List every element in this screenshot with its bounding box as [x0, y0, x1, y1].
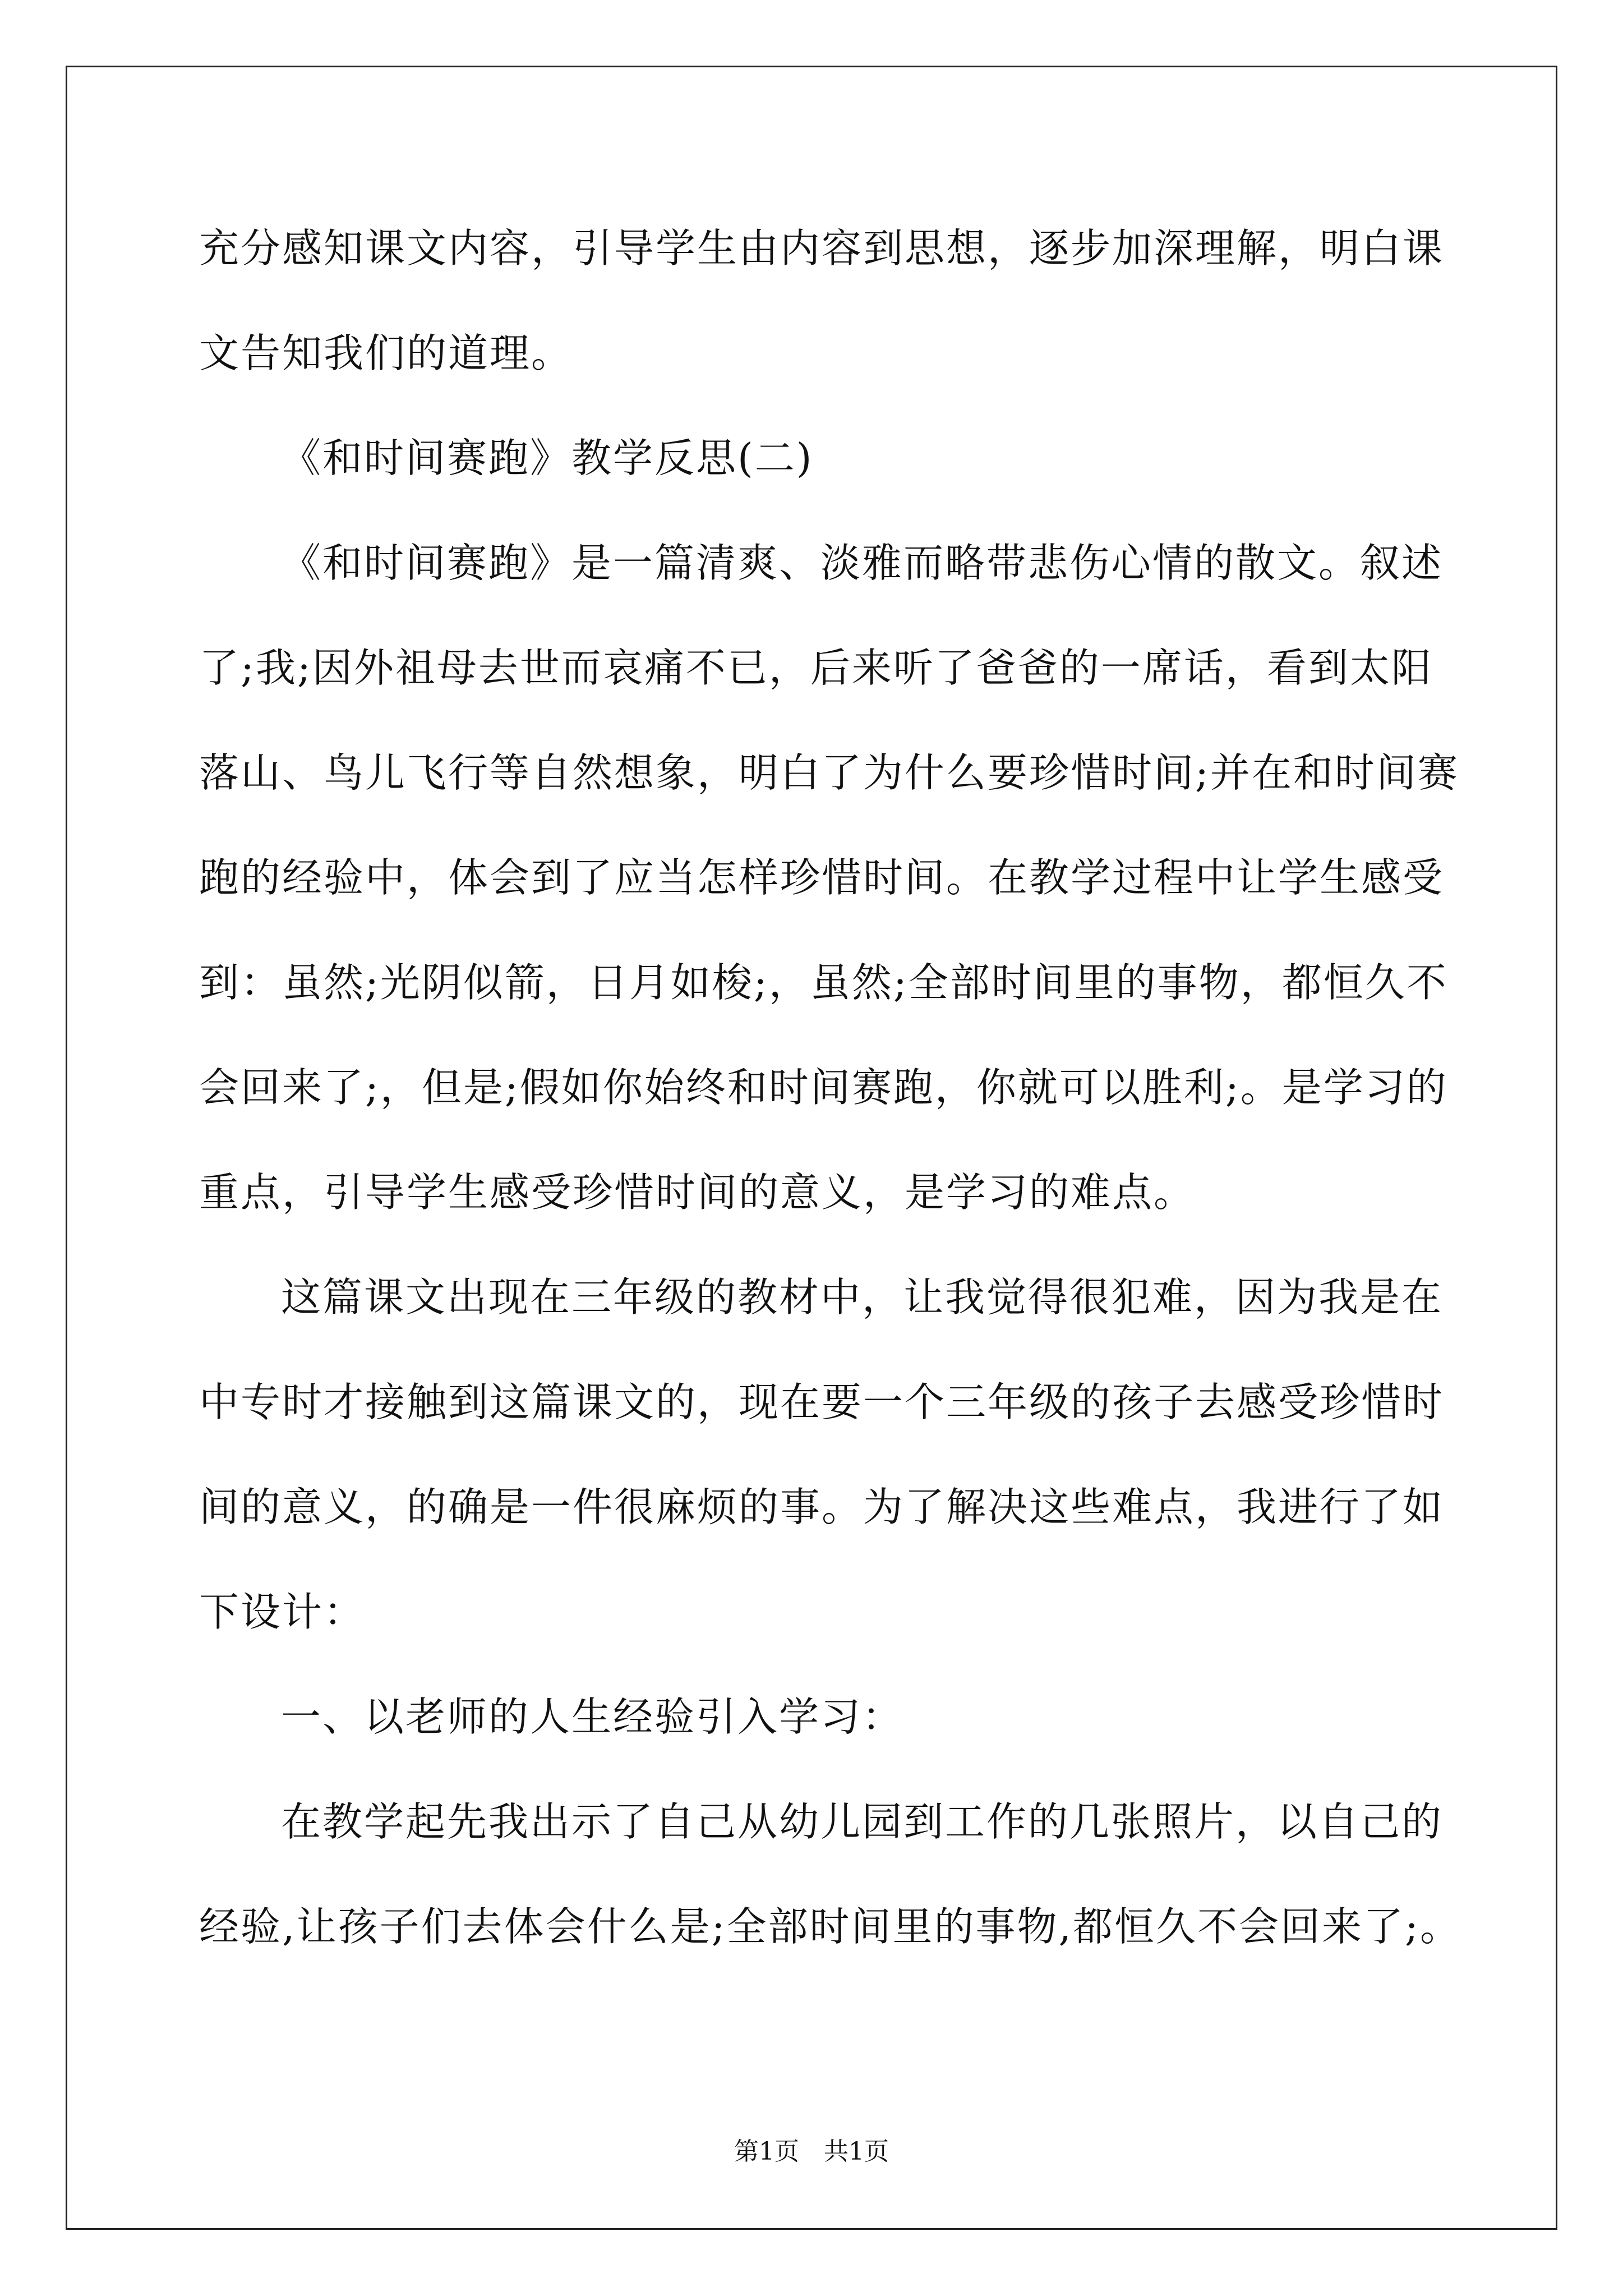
document-body	[199, 215, 1461, 1998]
text-line: 在教学起先我出示了自己从幼儿园到工作的几张照片，以自己的	[281, 1798, 1444, 1845]
text-line: 一、以老师的人生经验引入学习：	[281, 1694, 904, 1740]
text-line: 到：虽然;光阴似箭，日月如梭;，虽然;全部时间里的事物，都恒久不	[199, 959, 1448, 1006]
text-line: 经验,让孩子们去体会什么是;全部时间里的事物,都恒久不会回来了;。	[199, 1903, 1461, 1950]
text-line: 充分感知课文内容，引导学生由内容到思想，逐步加深理解，明白课	[199, 225, 1445, 272]
text-line: 这篇课文出现在三年级的教材中，让我觉得很犯难，因为我是在	[281, 1274, 1444, 1320]
text-line: 了;我;因外祖母去世而哀痛不已，后来听了爸爸的一席话，看到太阳	[199, 645, 1433, 691]
text-line: 中专时才接触到这篇课文的，现在要一个三年级的孩子去感受珍惜时	[199, 1379, 1445, 1425]
text-line: 文告知我们的道理。	[199, 330, 573, 376]
text-line: 《和时间赛跑》教学反思(二)	[281, 435, 814, 481]
text-line: 《和时间赛跑》是一篇清爽、淡雅而略带悲伤心情的散文。叙述	[281, 540, 1444, 586]
text-line: 下设计：	[199, 1589, 366, 1635]
text-line: 落山、鸟儿飞行等自然想象，明白了为什么要珍惜时间;并在和时间赛	[199, 749, 1459, 796]
text-line: 间的意义，的确是一件很麻烦的事。为了解决这些难点，我进行了如	[199, 1484, 1445, 1530]
text-line: 跑的经验中，体会到了应当怎样珍惜时间。在教学过程中让学生感受	[199, 854, 1445, 901]
text-line: 重点，引导学生感受珍惜时间的意义，是学习的难点。	[199, 1169, 1196, 1216]
text-line: 会回来了;，但是;假如你始终和时间赛跑，你就可以胜利;。是学习的	[199, 1064, 1448, 1111]
page-footer: 第1页 共1页	[734, 2137, 889, 2166]
